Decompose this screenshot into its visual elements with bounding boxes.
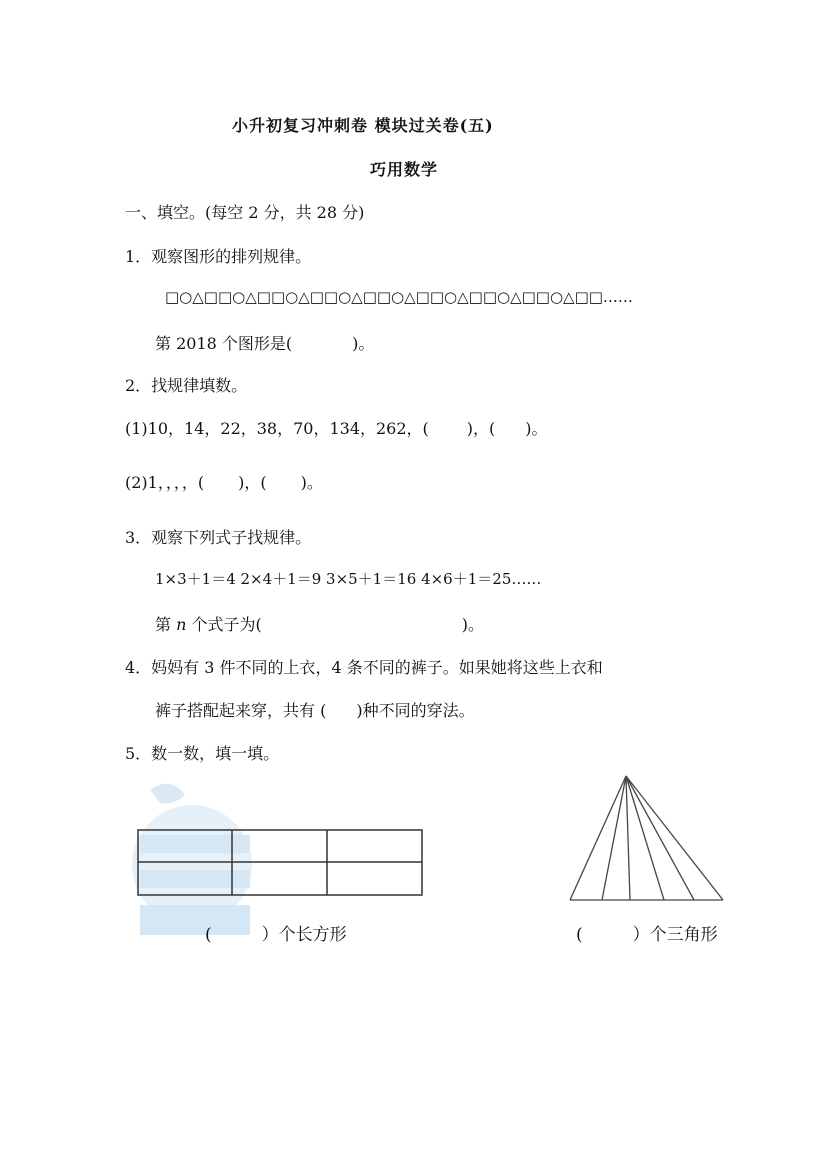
q1-ask-pre: 第 2018 个图形是( [155,334,293,353]
q1-shape-sequence: □○△□□○△□□○△□□○△□□○△□□○△□□○△□□○△□□…… [165,288,633,306]
q3-ask-pre: 第 [155,615,172,634]
q1-prompt: 1．观察图形的排列规律。 [125,247,312,266]
triangle-fan-figure [566,774,728,904]
q2-prompt: 2．找规律填数。 [125,376,248,395]
q2-part2-post: )。 [300,473,323,492]
q3-ask-var: n [176,615,187,634]
q2-part2-mid: )，( [238,473,267,492]
q5-prompt: 5．数一数，填一填。 [125,744,280,763]
q2-part2 [125,470,323,493]
tri-right-edge [626,776,723,900]
tri-ray-2 [626,776,630,900]
page-subtitle: 巧用数学 [370,160,439,179]
tri-ray-3 [626,776,664,900]
q3-prompt: 3．观察下列式子找规律。 [125,528,312,547]
q2-part1-mid: )，( [466,419,496,438]
q1-question [155,331,374,354]
tri-count-caption [576,920,718,945]
tri-caption-close: ）个三角形 [632,925,718,945]
tri-ray-1 [602,776,626,900]
q3-question [155,612,484,635]
q2-part2-pre: (2)1，，，，( [125,473,205,492]
rect-count-caption [205,920,347,945]
page-title: 小升初复习冲刺卷 模块过关卷(五) [232,116,494,135]
rect-caption-close: ）个长方形 [261,925,347,945]
section-heading: 一、填空。(每空 2 分，共 28 分) [125,203,365,222]
q2-part1-post: )。 [525,419,548,438]
rectangle-grid-figure [137,829,427,899]
q3-formulas: 1×3＋1＝4 2×4＋1＝9 3×5＋1＝16 4×6＋1＝25…… [155,570,542,588]
q4-line2 [155,698,475,721]
q4-line2-post: )种不同的穿法。 [356,701,475,720]
tri-ray-4 [626,776,694,900]
q2-part1 [125,416,548,439]
q1-ask-post: )。 [352,334,375,353]
q3-ask-mid: 个式子为( [191,615,262,634]
tri-caption-open: ( [576,925,583,945]
q4-line1: 4．妈妈有 3 件不同的上衣，4 条不同的裤子。如果她将这些上衣和 [125,658,603,677]
tri-left-edge [570,776,626,900]
q3-ask-post: )。 [461,615,485,634]
rect-caption-open: ( [205,925,212,945]
q2-part1-pre: (1)10，14，22，38，70，134，262，( [125,419,429,438]
q4-line2-pre: 裤子搭配起来穿，共有 ( [155,701,327,720]
